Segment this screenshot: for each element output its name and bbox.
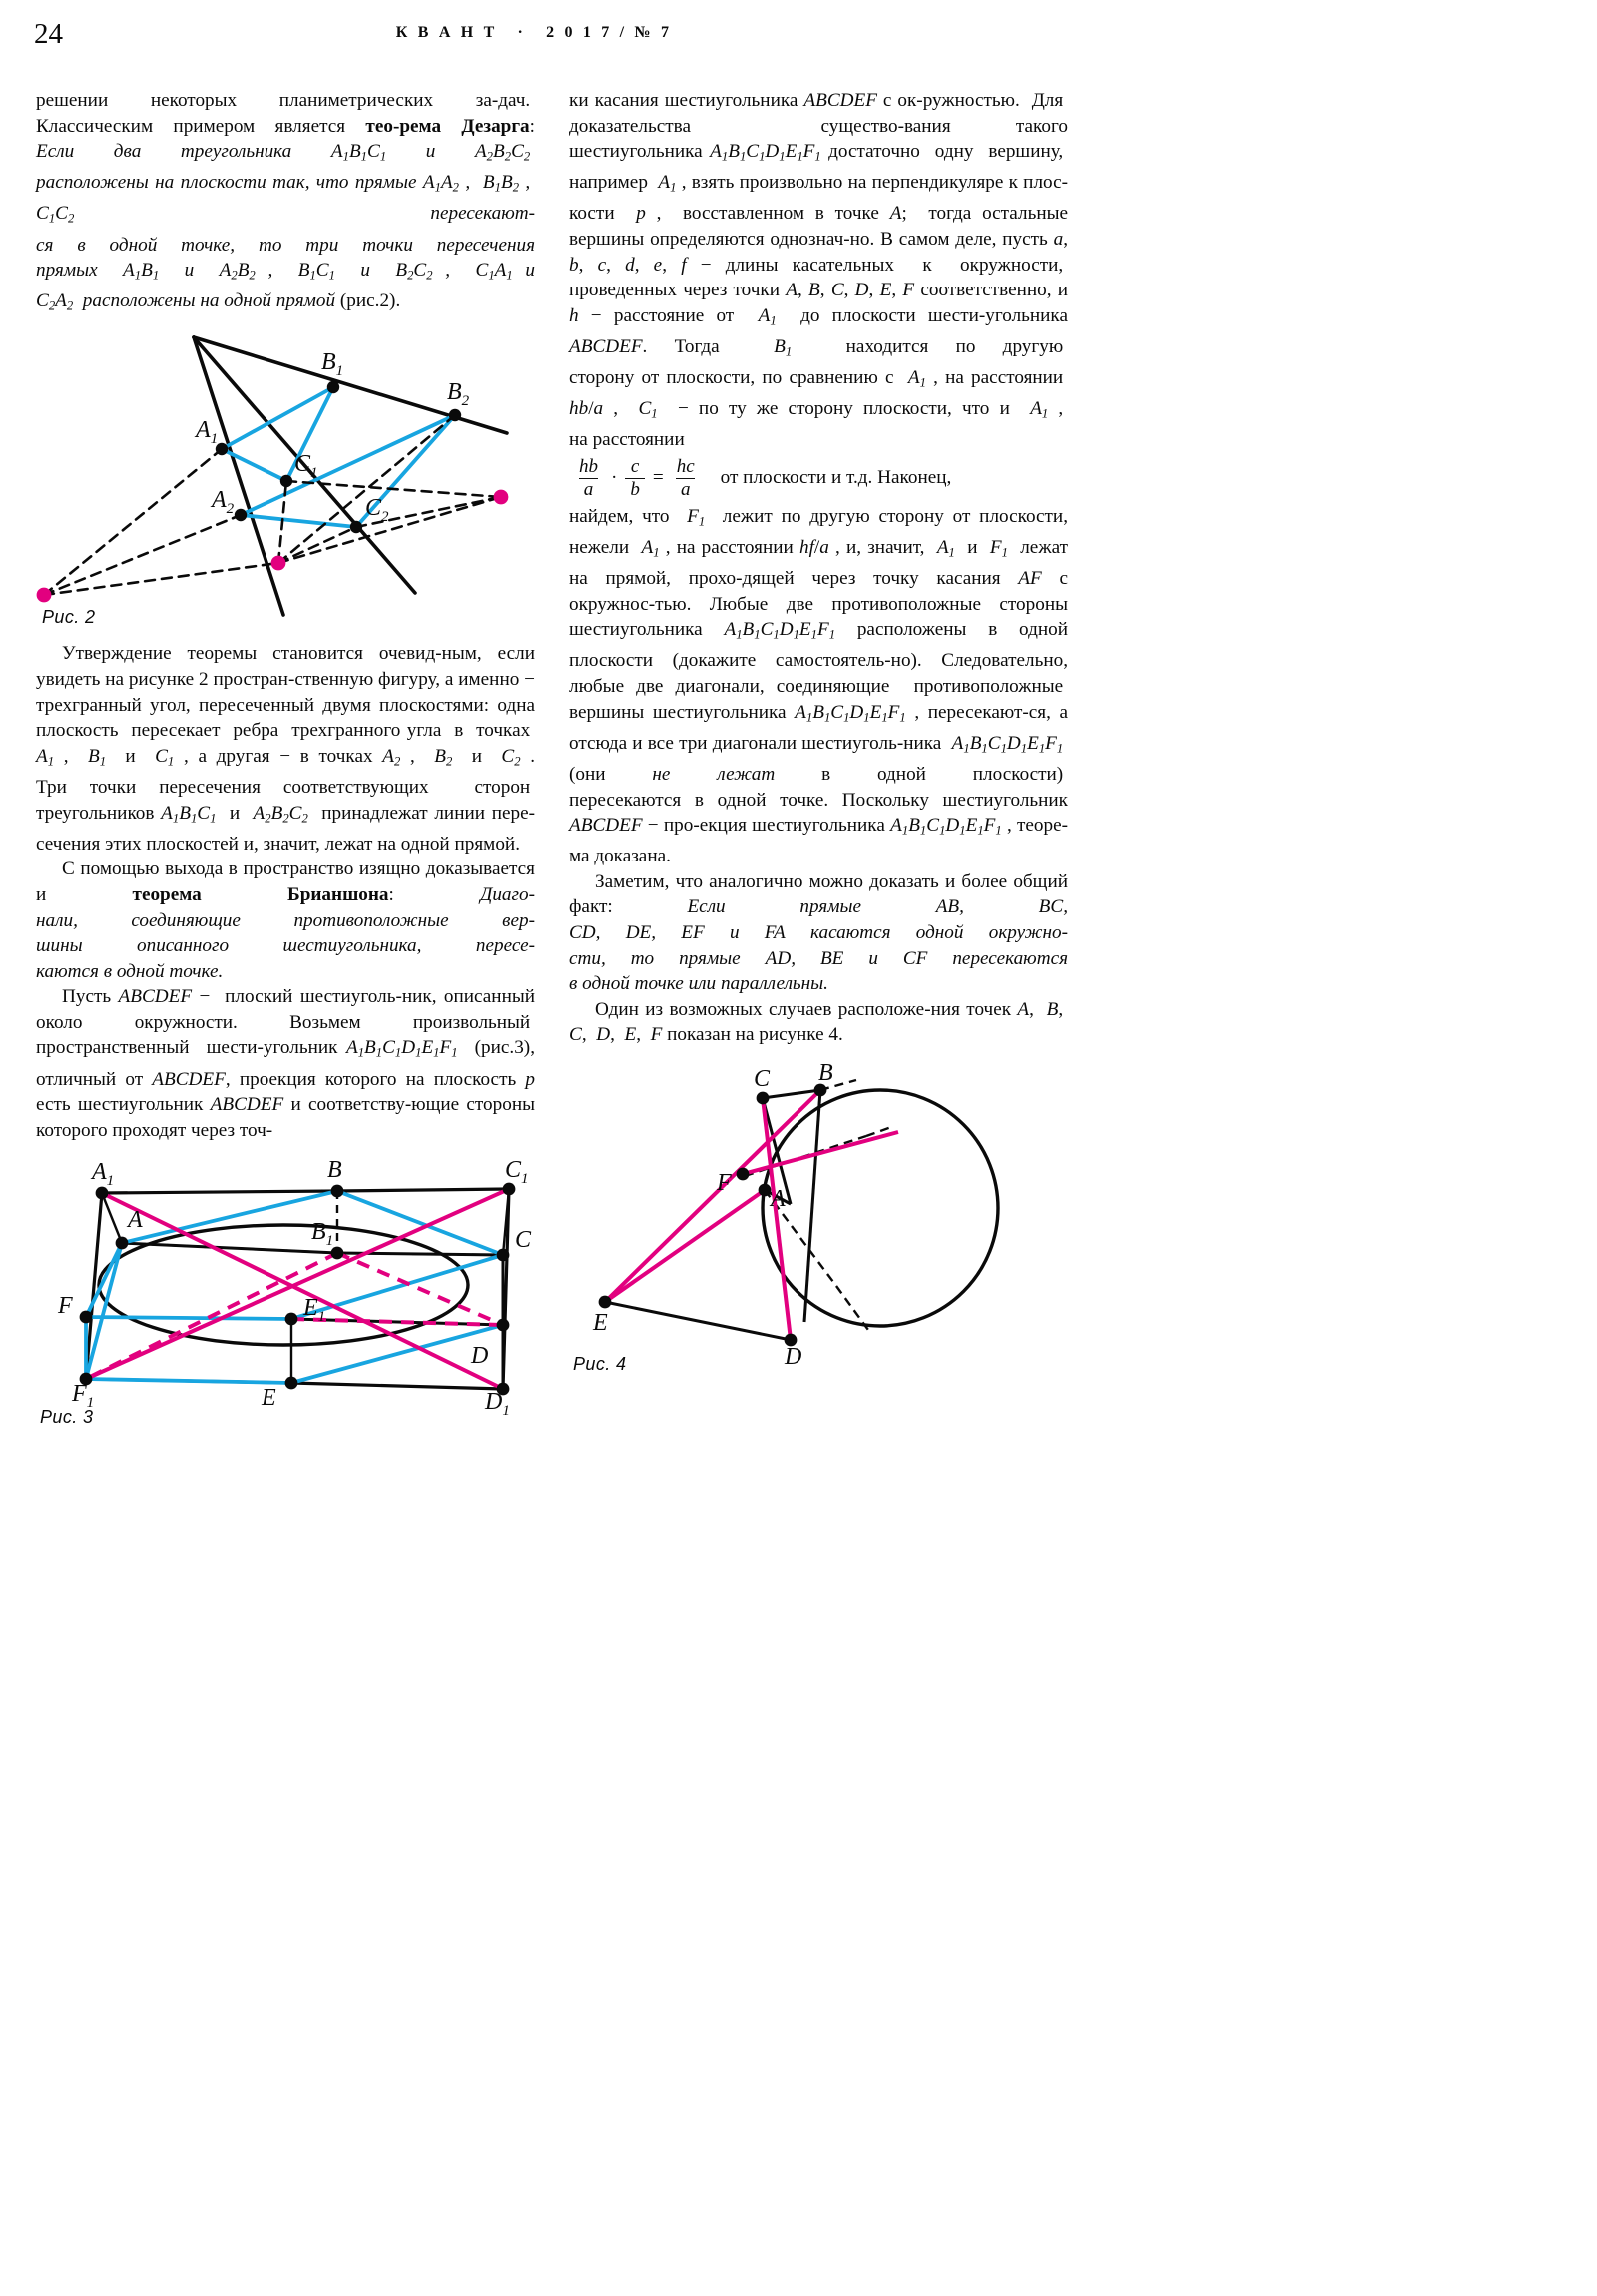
formula-equals-sign: = [652,467,664,489]
fraction-hb-over-a [574,457,603,500]
paragraph-spatial-explanation: Утверждение теоремы становится очевид-​ным, если увидеть на рисунке 2 простран-​ственную фигуру, а именно − трехгранный угол, пересеченный двумя плоскостями: одна плоскость пересекает ребра трехгранного угла в точках $A_1$ , $B_1$ и $C_1$ , а другая − в точках $A_2$ , $B_2$ и $C_2$ . Три точки пересечения соответствующих сторон треугольников $A_1B_1C_1$ и $A_2B_2C_2$ принадлежат линии пере-​сечения этих плоскостей и, значит, лежат на одной прямой. [36,643,536,855]
fig4-label-B: B [818,1060,833,1087]
fraction-hc-over-a [672,457,700,500]
theorem-name-desargues: тео-​рема Дезарга [365,115,530,137]
formula-distance [569,457,1068,500]
fig3-ellipse [99,1225,468,1345]
figure-4-caption: Рис. 4 [573,1354,627,1375]
fig3-label-D: D [471,1343,489,1370]
fraction-numerator-c: c [630,456,640,477]
paragraph-general-fact: Заметим, что аналогично можно доказать и более общий факт: Если прямые AB, BC, CD, DE, EF и FA касаются одной окружно-​сти, то прямые AD, BE и CF пересекаются в одной точке или параллельны. [569,870,1069,995]
fig3-label-B1: $B_1$ [311,1219,334,1250]
fig2-label-C2: $C_2$ [365,495,389,526]
fig4-label-C: C [754,1066,771,1093]
fig3-label-F1: $F_1$ [72,1381,95,1412]
fraction-denominator-b: b [625,478,645,500]
fig3-label-A1: $A_1$ [92,1159,115,1190]
fig3-label-C: C [515,1227,532,1254]
fig2-label-B1: $B_1$ [321,349,344,380]
figure-2-drawing [36,325,535,625]
fig2-label-A1: $A_1$ [196,417,219,448]
paragraph-proof-continuation: найдем, что $F_1$ лежит по другую сторону от плоскости, нежели $A_1$ , на расстоянии hf/a , и, значит, $A_1$ и $F_1$ лежат на прямой, прохо-​дящей через точку касания AF с окружнос-​тью. Любые две противоположные стороны шестиугольника $A_1B_1C_1D_1E_1F_1$ расположены в одной плоскости (докажите самостоятель-​но). Следовательно, любые две диагонали, соединяющие противоположные вершины шестиугольника $A_1B_1C_1D_1E_1F_1$ , пересекают-​ся, а отсюда и все три диагонали шестиуголь-​ника $A_1B_1C_1D_1E_1F_1$ (они не лежат в одной плоскости) пересекаются в одной точке. Поскольку шестиугольник ABCDEF − про-​екция шестиугольника $A_1B_1C_1D_1E_1F_1$ , теоре-​ма доказана. [569,505,1069,867]
fig2-line-SA [194,337,283,615]
figure-3-container [36,1157,535,1428]
running-separator: · [517,24,527,41]
colon-1: : [529,115,535,137]
fig3-diagonals-magenta [86,1189,509,1389]
fig4-circle [763,1090,998,1326]
figure-3-caption: Рис. 3 [40,1407,94,1428]
figure-2-caption: Рис. 2 [42,607,96,628]
page-number: 24 [34,18,63,50]
brianchon-statement: Диаго-​нали, соединяющие противоположные вер-​шины описанного шестиугольника, пересе-​каются в одной точке. [36,883,535,982]
fig3-label-D1: $D_1$ [485,1389,510,1420]
page-header [0,18,1068,58]
fraction-numerator-hc: hc [676,456,695,477]
theorem-name-brianchon: теорема Брианшона [132,883,389,905]
paragraph-tangency-points: ки касания шестиугольника ABCDEF с ок-​ружностью. Для доказательства существо-​вания такого шестиугольника $A_1B_1C_1D_1E_1F_1$ достаточно одну вершину, например $A_1$ , взять произвольно на перпендикуляре к плос-​кости p , восставленном в точке A; тогда остальные вершины определяются однознач-​но. В самом деле, пусть a, b, c, d, e, f − длины касательных к окружности, проведенных через точки A, B, C, D, E, F соответственно, и h − расстояние от $A_1$ до плоскости шести-​угольника ABCDEF. Тогда $B_1$ находится по другую сторону от плоскости, по сравнению с $A_1$ , на расстоянии hb/a , $C_1$ − по ту же сторону плоскости, что и $A_1$ , на расстоянии [569,90,1069,451]
formula-multiply-sign: · [611,467,618,489]
colon-2: : [388,883,481,905]
fraction-numerator-hb: hb [579,456,598,477]
fig3-label-F: F [58,1293,73,1320]
paragraph-desargues-intro [36,88,535,319]
left-column [36,88,536,1428]
fig4-label-D: D [785,1344,802,1371]
fig3-label-C1: $C_1$ [505,1157,529,1188]
fig4-label-E: E [593,1310,608,1337]
journal-page [0,0,1068,1533]
fig2-ref: (рис.2). [335,290,401,312]
desargues-statement: Если два треугольника $A_1B_1C_1$ и $A_2B_2C_2$ расположены на плоскости так, что прямые $A_1A_2$ , $B_1B_2$ , $C_1C_2$ пересекают-​ся в одной точке, то три точки пересечения прямых $A_1B_1$ и $A_2B_2$ , $B_1C_1$ и $B_2C_2$ , $C_1A_1$ и $C_2A_2$ расположены на одной прямой [36,141,536,313]
figure-2-container [36,325,535,641]
fig3-label-B: B [327,1157,342,1184]
fig3-label-E1: $E_1$ [303,1295,326,1326]
journal-title: К В А Н Т [395,24,498,41]
right-column [569,88,1069,1375]
fraction-c-over-b [625,457,645,500]
fig4-label-F: F [717,1170,732,1197]
fig2-label-C1: $C_1$ [294,451,318,482]
formula-trailing-text: от плоскости и т.д. Наконец, [720,467,952,489]
fig2-label-A2: $A_2$ [212,487,235,518]
fig4-label-A: A [771,1186,786,1213]
running-head [0,24,1068,42]
figure-4-container [569,1060,1068,1375]
fig3-label-A: A [128,1207,143,1234]
fig2-triangle-2 [241,415,455,527]
paragraph-brianchon-intro: С помощью выхода в пространство изящно доказывается и теорема Брианшона: Диаго-​нали, соединяющие противоположные вер-​шины описанного шестиугольника, пересе-​каются в одной точке. [36,859,535,982]
paragraph-figure4-ref: Один из возможных случаев расположе-​ния точек A, B, C, D, E, F показан на рисунке 4. [569,998,1068,1046]
fig3-label-E: E [262,1385,276,1412]
fraction-denominator-a: a [579,478,599,500]
paragraph-hexagon-setup: Пусть ABCDEF − плоский шестиуголь-​ник, описанный около окружности. Возьмем произвольный пространственный шести-​угольник $A_1B_1C_1D_1E_1F_1$ (рис.3), отличный от ABCDEF, проекция которого на плоскость p есть шестиугольник ABCDEF и соответству-​ющие стороны которого проходят через точ- [36,986,536,1141]
fig2-label-B2: $B_2$ [447,379,470,410]
fraction-denominator-a2: a [676,478,696,500]
issue-info: 2 0 1 7 / № 7 [546,24,673,41]
para-text-1: решении некоторых планиметрических за-​дач. Классическим примером является [36,90,535,137]
general-fact-statement: Если прямые AB, BC, CD, DE, EF и FA касаются одной окружно-​сти, то прямые AD, BE и CF пересекаются в одной точке или параллельны. [569,896,1069,995]
fig4-diagonals-magenta [605,1090,898,1340]
